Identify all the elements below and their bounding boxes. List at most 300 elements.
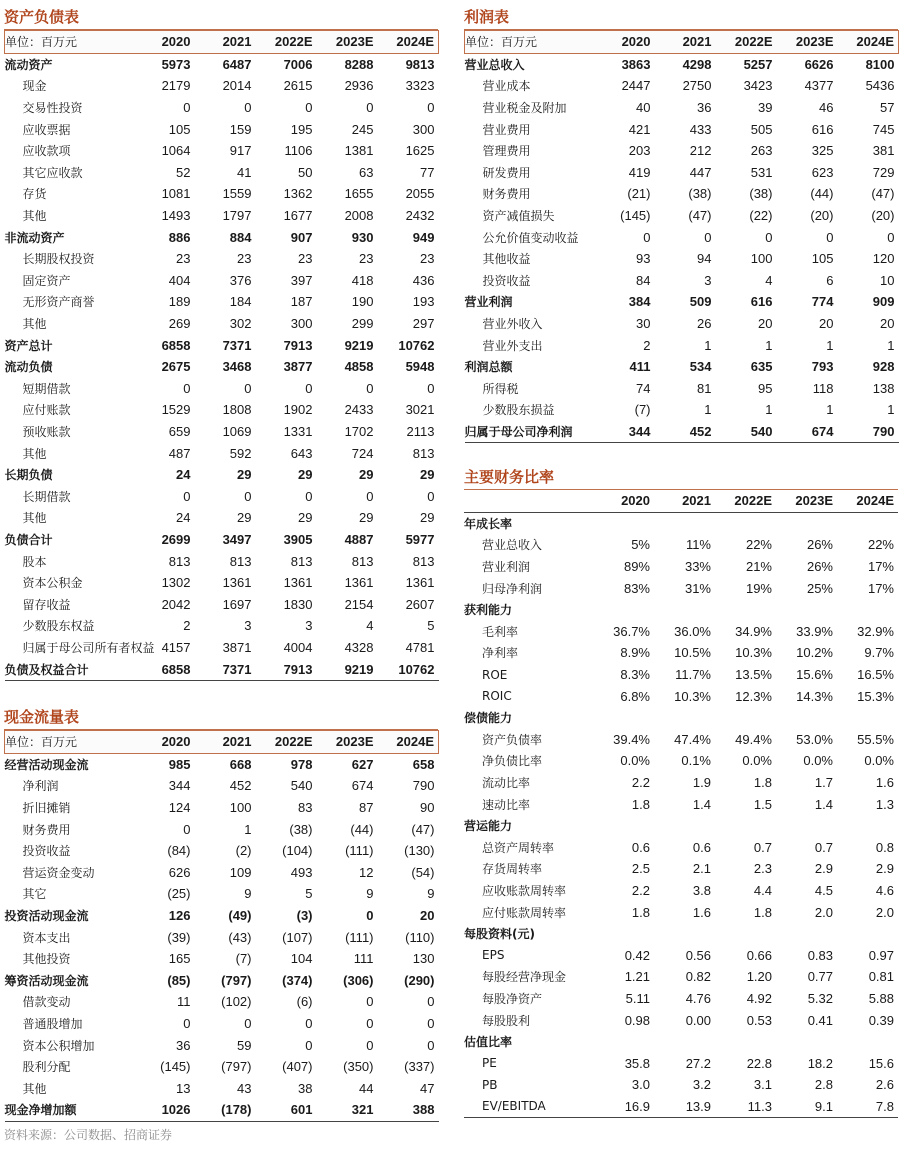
cell-value: (43) bbox=[228, 929, 252, 945]
table-row bbox=[5, 378, 439, 400]
row-label: 应收票据 bbox=[22, 122, 71, 137]
cell-value: 4 bbox=[366, 618, 374, 634]
cell-value: 74 bbox=[636, 380, 651, 396]
row-label: 营业外支出 bbox=[482, 338, 543, 353]
cell-value: 433 bbox=[689, 121, 712, 137]
cell-value: 26% bbox=[806, 559, 833, 575]
year-header: 2023E bbox=[777, 31, 838, 54]
cell-value: 12.3% bbox=[735, 688, 772, 704]
cell-value: 29 bbox=[298, 467, 313, 483]
row-label: EPS bbox=[482, 948, 505, 963]
cell-value: 5973 bbox=[161, 56, 191, 72]
cell-value: 1 bbox=[704, 402, 712, 418]
cell-value: 0 bbox=[704, 229, 712, 245]
cell-value: 7006 bbox=[283, 56, 313, 72]
row-label: 预收账款 bbox=[22, 424, 71, 439]
cell-value: 592 bbox=[229, 445, 252, 461]
cell-value: 184 bbox=[229, 294, 252, 310]
row-label: 其它应收款 bbox=[22, 165, 83, 180]
row-label: 应收款项 bbox=[22, 144, 71, 159]
cell-value: 20 bbox=[819, 316, 834, 332]
table-row bbox=[5, 248, 439, 270]
cell-value bbox=[715, 923, 776, 945]
cell-value: 2.6 bbox=[875, 1077, 894, 1093]
cell-value: 109 bbox=[229, 864, 252, 880]
table-row bbox=[5, 399, 439, 421]
cell-value: 4298 bbox=[682, 56, 712, 72]
cell-value: 1.4 bbox=[692, 796, 711, 812]
cell-value: (407) bbox=[282, 1059, 313, 1075]
cell-value: 1.20 bbox=[746, 969, 772, 985]
row-label: 无形资产商誉 bbox=[22, 295, 95, 310]
cell-value: 12 bbox=[359, 864, 374, 880]
row-label: 其他收益 bbox=[482, 252, 531, 267]
cell-value: 5.11 bbox=[625, 990, 650, 1006]
table-row bbox=[5, 464, 439, 486]
cell-value: 0 bbox=[366, 994, 374, 1010]
cell-value: 36 bbox=[697, 100, 712, 116]
cell-value: 40 bbox=[636, 100, 651, 116]
table-row bbox=[464, 923, 898, 945]
cell-value: 14.3% bbox=[796, 688, 833, 704]
cell-value: 3.8 bbox=[692, 882, 711, 898]
cell-value: 23 bbox=[298, 251, 313, 267]
row-label: 营业总收入 bbox=[482, 538, 543, 553]
cell-value: 52 bbox=[176, 164, 191, 180]
cell-value: 4.92 bbox=[746, 990, 772, 1006]
cell-value: 6858 bbox=[161, 337, 191, 353]
cell-value: 1559 bbox=[222, 186, 252, 202]
row-label: 营运资金变动 bbox=[22, 865, 95, 880]
table-row bbox=[465, 313, 899, 335]
cell-value: 344 bbox=[168, 778, 191, 794]
ratios-panel bbox=[464, 464, 898, 1118]
unit-label bbox=[464, 490, 592, 512]
cell-value: 19% bbox=[745, 580, 772, 596]
cell-value: 165 bbox=[168, 951, 191, 967]
table-row bbox=[465, 378, 899, 400]
cell-value: 1 bbox=[704, 337, 712, 353]
cell-value: 32.9% bbox=[857, 623, 894, 639]
cell-value: (797) bbox=[221, 972, 252, 988]
cell-value: 813 bbox=[290, 553, 313, 569]
ratios-title: 主要财务比率 bbox=[464, 464, 898, 490]
cell-value: 24 bbox=[176, 467, 191, 483]
cell-value: (6) bbox=[296, 994, 313, 1010]
balance-sheet-panel bbox=[4, 4, 438, 681]
cell-value: 13 bbox=[176, 1080, 191, 1096]
cell-value: 0 bbox=[183, 821, 191, 837]
cell-value: 5% bbox=[631, 537, 650, 553]
table-row bbox=[5, 991, 439, 1013]
table-row bbox=[5, 205, 439, 227]
cell-value: 10762 bbox=[398, 337, 435, 353]
cell-value: 193 bbox=[412, 294, 435, 310]
cell-value: 917 bbox=[229, 143, 252, 159]
row-label: 其他 bbox=[22, 317, 47, 332]
cell-value: 36.0% bbox=[674, 623, 711, 639]
cell-value: 0.97 bbox=[868, 947, 894, 963]
table-row bbox=[5, 818, 439, 840]
cell-value: 1625 bbox=[405, 143, 435, 159]
row-label: 资产负债率 bbox=[482, 732, 543, 747]
row-label: 营业外收入 bbox=[482, 317, 543, 332]
cell-value: 376 bbox=[229, 272, 252, 288]
cell-value: 2.2 bbox=[631, 775, 650, 791]
table-row bbox=[5, 948, 439, 970]
cell-value: 8288 bbox=[344, 56, 374, 72]
cell-value: (44) bbox=[810, 186, 834, 202]
cell-value: 100 bbox=[750, 251, 773, 267]
cell-value: 344 bbox=[593, 421, 655, 443]
cell-value: 1.4 bbox=[814, 796, 833, 812]
cell-value: 3497 bbox=[222, 531, 252, 547]
table-row bbox=[464, 664, 898, 686]
row-label: 资产减值损失 bbox=[482, 209, 555, 224]
cell-value: 47 bbox=[420, 1080, 435, 1096]
row-label: 资本公积金 bbox=[22, 576, 83, 591]
row-label: 应收账款周转率 bbox=[482, 883, 567, 898]
cell-value: 0 bbox=[183, 380, 191, 396]
cell-value: 421 bbox=[628, 121, 651, 137]
cell-value: 126 bbox=[168, 908, 191, 924]
row-label: 长期负债 bbox=[4, 468, 53, 483]
cell-value bbox=[715, 512, 776, 534]
cell-value: 0 bbox=[244, 100, 252, 116]
cell-value: 4377 bbox=[804, 78, 834, 94]
cell-value: 23 bbox=[237, 251, 252, 267]
cell-value bbox=[592, 815, 654, 837]
table-row bbox=[465, 291, 899, 313]
row-label: 负债及权益合计 bbox=[5, 658, 133, 680]
cell-value: (85) bbox=[167, 972, 191, 988]
table-row bbox=[464, 880, 898, 902]
cell-value: 724 bbox=[351, 445, 374, 461]
cell-value: (110) bbox=[405, 929, 435, 945]
cell-value: 0 bbox=[244, 380, 252, 396]
table-row bbox=[465, 162, 899, 184]
year-header: 2022E bbox=[256, 31, 317, 54]
table-row bbox=[464, 966, 898, 988]
cell-value: 3 bbox=[305, 618, 313, 634]
income-statement-panel bbox=[464, 4, 898, 443]
cell-value: 4.76 bbox=[685, 990, 711, 1006]
cell-value: 50 bbox=[298, 164, 313, 180]
cell-value: 9 bbox=[427, 886, 435, 902]
cell-value: (3) bbox=[296, 908, 313, 924]
row-label: 现金 bbox=[22, 79, 47, 94]
cell-value bbox=[715, 815, 776, 837]
cell-value: 531 bbox=[750, 164, 773, 180]
cell-value: (7) bbox=[634, 402, 651, 418]
cell-value: 10762 bbox=[378, 658, 439, 680]
year-header: 2024E bbox=[378, 731, 439, 754]
cell-value bbox=[715, 599, 776, 621]
cell-value: 635 bbox=[750, 359, 773, 375]
cell-value: 11.3 bbox=[715, 1096, 776, 1118]
cell-value: 63 bbox=[359, 164, 374, 180]
row-label: 每股股利 bbox=[482, 1013, 531, 1028]
cell-value: 2014 bbox=[222, 78, 252, 94]
cell-value: 0 bbox=[305, 380, 313, 396]
cell-value: 3.2 bbox=[692, 1077, 711, 1093]
table-row bbox=[464, 837, 898, 859]
cell-value: 658 bbox=[412, 756, 435, 772]
row-label: 获利能力 bbox=[464, 603, 513, 618]
cell-value bbox=[837, 1031, 898, 1053]
cell-value: 659 bbox=[168, 423, 191, 439]
cell-value: 159 bbox=[229, 121, 252, 137]
cell-value: 3323 bbox=[405, 78, 435, 94]
table-row bbox=[5, 162, 439, 184]
table-row bbox=[5, 905, 439, 927]
row-label: 营业成本 bbox=[482, 79, 531, 94]
cell-value: 2.9 bbox=[875, 861, 894, 877]
cell-value: 1808 bbox=[222, 402, 252, 418]
row-label: 股本 bbox=[22, 554, 47, 569]
cell-value: 3863 bbox=[621, 56, 651, 72]
cell-value: 774 bbox=[811, 294, 834, 310]
cell-value: 790 bbox=[412, 778, 435, 794]
row-label: 营业总收入 bbox=[464, 57, 525, 72]
row-label: 折旧摊销 bbox=[22, 801, 71, 816]
table-row bbox=[5, 637, 439, 659]
cell-value: 1 bbox=[887, 337, 895, 353]
table-row bbox=[464, 944, 898, 966]
cell-value: 269 bbox=[168, 316, 191, 332]
cell-value: 5 bbox=[305, 886, 313, 902]
cell-value: (38) bbox=[749, 186, 773, 202]
row-label: 所得税 bbox=[482, 381, 519, 396]
cell-value: 985 bbox=[168, 756, 191, 772]
cell-value: 1 bbox=[826, 402, 834, 418]
cell-value: 203 bbox=[628, 143, 651, 159]
cell-value: 4 bbox=[765, 272, 773, 288]
cell-value: 302 bbox=[229, 316, 252, 332]
cell-value: 1830 bbox=[283, 596, 313, 612]
cell-value: 0.7 bbox=[814, 839, 833, 855]
cell-value: 4004 bbox=[283, 639, 313, 655]
cell-value: (44) bbox=[350, 821, 374, 837]
cell-value: 1.5 bbox=[753, 796, 772, 812]
cell-value: 0 bbox=[427, 994, 435, 1010]
row-label: 每股经营净现金 bbox=[482, 970, 567, 985]
row-label: 投资收益 bbox=[22, 844, 71, 859]
table-row bbox=[465, 248, 899, 270]
cell-value: 505 bbox=[750, 121, 773, 137]
cell-value: 0 bbox=[244, 488, 252, 504]
cell-value: 0 bbox=[183, 100, 191, 116]
table-row bbox=[5, 883, 439, 905]
cell-value: 1381 bbox=[344, 143, 374, 159]
row-label: 营运能力 bbox=[464, 819, 513, 834]
cell-value: 616 bbox=[750, 294, 773, 310]
row-label: 应付账款周转率 bbox=[482, 905, 567, 920]
table-row bbox=[5, 572, 439, 594]
cell-value: 452 bbox=[229, 778, 252, 794]
cell-value: 0 bbox=[765, 229, 773, 245]
table-row bbox=[5, 334, 439, 356]
cell-value: 1493 bbox=[161, 208, 191, 224]
cell-value: 1.8 bbox=[631, 904, 650, 920]
cell-value: 0 bbox=[305, 100, 313, 116]
cell-value bbox=[776, 707, 837, 729]
cell-value bbox=[837, 815, 898, 837]
cell-value: 59 bbox=[237, 1037, 252, 1053]
row-label: 资本公积增加 bbox=[22, 1038, 95, 1053]
cell-value: 2447 bbox=[621, 78, 651, 94]
cell-value: 41 bbox=[237, 164, 252, 180]
year-header: 2024E bbox=[378, 31, 439, 54]
cell-value: (47) bbox=[871, 186, 895, 202]
row-label: 速动比率 bbox=[482, 797, 531, 812]
table-row bbox=[464, 685, 898, 707]
cell-value: (797) bbox=[221, 1059, 252, 1075]
cell-value: 643 bbox=[290, 445, 313, 461]
cell-value: 509 bbox=[689, 294, 712, 310]
row-label: 少数股东权益 bbox=[22, 619, 95, 634]
cell-value bbox=[592, 923, 654, 945]
cell-value: 9.7% bbox=[864, 645, 894, 661]
row-label: 营业利润 bbox=[464, 295, 513, 310]
year-header: 2023E bbox=[317, 31, 378, 54]
row-label: 经营活动现金流 bbox=[4, 757, 89, 772]
cell-value: 0 bbox=[244, 1016, 252, 1032]
cell-value: 1902 bbox=[283, 402, 313, 418]
cell-value: 3 bbox=[244, 618, 252, 634]
cell-value: 36.7% bbox=[613, 623, 650, 639]
row-label: 每股资料(元) bbox=[464, 927, 535, 942]
row-label: 利润总额 bbox=[464, 360, 513, 375]
cell-value: 39.4% bbox=[613, 731, 650, 747]
row-label: 其他 bbox=[22, 1081, 47, 1096]
cell-value: 11 bbox=[177, 994, 191, 1010]
cell-value: 15.6 bbox=[868, 1055, 894, 1071]
row-label: 其他 bbox=[22, 446, 47, 461]
row-label: 留存收益 bbox=[22, 597, 71, 612]
table-row bbox=[5, 797, 439, 819]
cell-value: 6487 bbox=[222, 56, 252, 72]
cell-value: 9219 bbox=[344, 337, 374, 353]
cell-value: 813 bbox=[351, 553, 374, 569]
table-row bbox=[464, 793, 898, 815]
cell-value: 0.82 bbox=[685, 969, 711, 985]
cell-value: 105 bbox=[811, 251, 834, 267]
cell-value: (111) bbox=[345, 843, 374, 859]
row-label: 营业费用 bbox=[482, 122, 531, 137]
cell-value: 22.8 bbox=[746, 1055, 772, 1071]
table-row bbox=[5, 658, 439, 680]
cell-value: 928 bbox=[872, 359, 895, 375]
row-label: 负债合计 bbox=[4, 532, 53, 547]
table-row bbox=[464, 1074, 898, 1096]
cell-value: 104 bbox=[290, 951, 313, 967]
cell-value: 0 bbox=[427, 1016, 435, 1032]
cell-value: 36 bbox=[176, 1037, 191, 1053]
table-row bbox=[5, 485, 439, 507]
table-row bbox=[5, 183, 439, 205]
cell-value: 17% bbox=[867, 559, 894, 575]
cell-value: 0.77 bbox=[807, 969, 833, 985]
cell-value: 27.2 bbox=[685, 1055, 711, 1071]
cell-value: 212 bbox=[689, 143, 712, 159]
cell-value: 195 bbox=[290, 121, 313, 137]
row-label: 财务费用 bbox=[482, 187, 531, 202]
cell-value: 81 bbox=[697, 380, 712, 396]
cell-value bbox=[837, 599, 898, 621]
row-label: 流动资产 bbox=[4, 57, 53, 72]
row-label: 净利率 bbox=[482, 646, 519, 661]
cell-value: 35.8 bbox=[624, 1055, 650, 1071]
cell-value: 540 bbox=[290, 778, 313, 794]
cell-value: 909 bbox=[872, 294, 895, 310]
row-label: PE bbox=[482, 1056, 497, 1071]
cell-value: 1302 bbox=[161, 575, 191, 591]
cell-value: 13.5% bbox=[735, 667, 772, 683]
cell-value: 25% bbox=[806, 580, 833, 596]
cell-value: 1 bbox=[887, 402, 895, 418]
table-row bbox=[5, 140, 439, 162]
cell-value bbox=[654, 707, 715, 729]
cell-value: 23 bbox=[420, 251, 435, 267]
cell-value bbox=[592, 707, 654, 729]
table-row bbox=[464, 577, 898, 599]
cell-value: 404 bbox=[168, 272, 191, 288]
cell-value: 397 bbox=[290, 272, 313, 288]
cell-value: 2055 bbox=[405, 186, 435, 202]
table-row bbox=[465, 226, 899, 248]
cell-value: (111) bbox=[345, 929, 374, 945]
cell-value: 5.88 bbox=[868, 990, 894, 1006]
cell-value: 49.4% bbox=[735, 731, 772, 747]
cell-value: 4157 bbox=[161, 639, 191, 655]
cell-value: 627 bbox=[351, 756, 374, 772]
cell-value: 0.0% bbox=[742, 753, 772, 769]
table-row bbox=[5, 75, 439, 97]
table-row bbox=[464, 707, 898, 729]
cell-value: (20) bbox=[871, 208, 895, 224]
row-label: 总资产周转率 bbox=[482, 840, 555, 855]
cell-value: 9813 bbox=[405, 56, 435, 72]
cell-value: 668 bbox=[229, 756, 252, 772]
table-row bbox=[464, 988, 898, 1010]
cell-value: 17% bbox=[867, 580, 894, 596]
row-label: 长期借款 bbox=[22, 489, 71, 504]
row-label: 归属于母公司所有者权益 bbox=[22, 640, 155, 655]
cell-value: 2607 bbox=[405, 596, 435, 612]
cell-value: (337) bbox=[404, 1059, 435, 1075]
row-label: 研发费用 bbox=[482, 165, 531, 180]
cell-value: 0.81 bbox=[868, 969, 894, 985]
cell-value: 0 bbox=[366, 1016, 374, 1032]
cell-value: 0 bbox=[366, 380, 374, 396]
table-row bbox=[5, 118, 439, 140]
cell-value: 0 bbox=[643, 229, 651, 245]
cell-value: 6626 bbox=[804, 56, 834, 72]
row-label: 其它 bbox=[22, 887, 47, 902]
row-label: 其他投资 bbox=[22, 952, 71, 967]
cell-value: 388 bbox=[378, 1099, 439, 1121]
cell-value: 6 bbox=[826, 272, 834, 288]
balance-sheet-table bbox=[4, 30, 439, 681]
cell-value bbox=[776, 599, 837, 621]
cell-value: 1.6 bbox=[875, 775, 894, 791]
cell-value: 10 bbox=[880, 272, 895, 288]
cell-value: 5977 bbox=[405, 531, 435, 547]
cell-value: 0 bbox=[366, 488, 374, 504]
row-label: 管理费用 bbox=[482, 144, 531, 159]
cell-value bbox=[776, 815, 837, 837]
